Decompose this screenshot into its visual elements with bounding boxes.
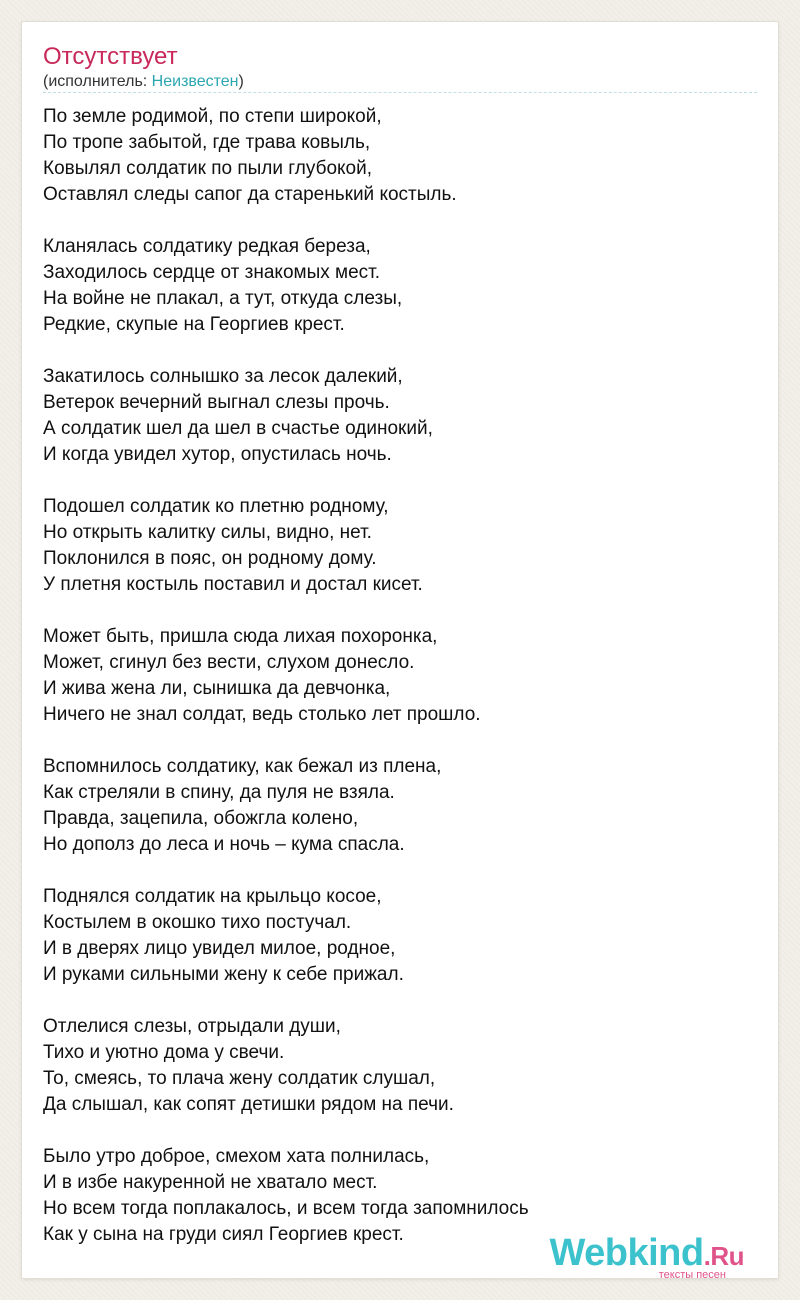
lyric-line: Как стреляли в спину, да пуля не взяла. bbox=[43, 782, 395, 803]
lyric-line: На войне не плакал, а тут, откуда слезы, bbox=[43, 288, 403, 309]
lyric-line: По земле родимой, по степи широкой, bbox=[43, 106, 382, 127]
webkind-logo[interactable] bbox=[549, 1234, 744, 1281]
lyric-line: А солдатик шел да шел в счастье одинокий, bbox=[43, 418, 433, 439]
lyric-line: Поклонился в пояс, он родному дому. bbox=[43, 548, 377, 569]
lyric-line: Оставлял следы сапог да старенький костыль. bbox=[43, 184, 457, 205]
lyric-line: Заходилось сердце от знакомых мест. bbox=[43, 262, 381, 283]
stanza bbox=[43, 234, 529, 338]
stanza bbox=[43, 364, 529, 468]
stanza bbox=[43, 494, 529, 598]
lyric-line: Правда, зацепила, обожгла колено, bbox=[43, 808, 359, 829]
lyric-line: И в избе накуренной не хватало мест. bbox=[43, 1172, 378, 1193]
stanza bbox=[43, 884, 529, 988]
lyric-line: Тихо и уютно дома у свечи. bbox=[43, 1042, 285, 1063]
lyric-line: Но открыть калитку силы, видно, нет. bbox=[43, 522, 372, 543]
lyric-line: То, смеясь, то плача жену солдатик слушал, bbox=[43, 1068, 436, 1089]
lyric-line: Кланялась солдатику редкая береза, bbox=[43, 236, 371, 257]
lyric-line: Ковылял солдатик по пыли глубокой, bbox=[43, 158, 373, 179]
lyric-line: И когда увидел хутор, опустилась ночь. bbox=[43, 444, 392, 465]
lyric-line: Но дополз до леса и ночь – кума спасла. bbox=[43, 834, 405, 855]
stanza bbox=[43, 754, 529, 858]
lyric-line: И руками сильными жену к себе прижал. bbox=[43, 964, 404, 985]
lyric-line: Поднялся солдатик на крыльцо косое, bbox=[43, 886, 382, 907]
title-divider bbox=[43, 92, 757, 93]
stanza bbox=[43, 104, 529, 208]
lyric-line: Да слышал, как сопят детишки рядом на печи. bbox=[43, 1094, 454, 1115]
song-title: Отсутствует bbox=[43, 43, 178, 70]
stanza bbox=[43, 1014, 529, 1118]
lyrics-card bbox=[22, 22, 778, 1281]
lyric-line: Подошел солдатик ко плетню родному, bbox=[43, 496, 389, 517]
lyric-line: Вспомнилось солдатику, как бежал из плена, bbox=[43, 756, 442, 777]
artist-suffix: ) bbox=[238, 73, 244, 90]
lyric-line: Может быть, пришла сюда лихая похоронка, bbox=[43, 626, 438, 647]
lyric-line: Закатилось солнышко за лесок далекий, bbox=[43, 366, 403, 387]
artist-link[interactable]: Неизвестен bbox=[151, 73, 239, 90]
stanza bbox=[43, 624, 529, 728]
lyric-line: Ничего не знал солдат, ведь столько лет прошло. bbox=[43, 704, 481, 725]
lyrics-body bbox=[43, 104, 529, 1274]
lyric-line: У плетня костыль поставил и достал кисет. bbox=[43, 574, 423, 595]
lyric-line: Редкие, скупые на Георгиев крест. bbox=[43, 314, 345, 335]
stanza bbox=[43, 1144, 529, 1248]
lyric-line: По тропе забытой, где трава ковыль, bbox=[43, 132, 371, 153]
lyric-line: Костылем в окошко тихо постучал. bbox=[43, 912, 352, 933]
lyric-line: И жива жена ли, сынишка да девчонка, bbox=[43, 678, 391, 699]
lyric-line: Ветерок вечерний выгнал слезы прочь. bbox=[43, 392, 390, 413]
lyric-line: Может, сгинул без вести, слухом донесло. bbox=[43, 652, 415, 673]
lyric-line: Было утро доброе, смехом хата полнилась, bbox=[43, 1146, 430, 1167]
lyric-line: Как у сына на груди сиял Георгиев крест. bbox=[43, 1224, 404, 1245]
lyric-line: И в дверях лицо увидел милое, родное, bbox=[43, 938, 396, 959]
lyric-line: Но всем тогда поплакалось, и всем тогда запомнилось bbox=[43, 1198, 529, 1219]
logo-tld: .Ru bbox=[703, 1241, 744, 1271]
logo-name: Webkind bbox=[549, 1232, 704, 1274]
lyric-line: Отлелися слезы, отрыдали души, bbox=[43, 1016, 341, 1037]
artist-line bbox=[43, 72, 244, 92]
logo-tagline: тексты песен bbox=[658, 1269, 726, 1281]
artist-prefix: (исполнитель: bbox=[43, 73, 152, 90]
